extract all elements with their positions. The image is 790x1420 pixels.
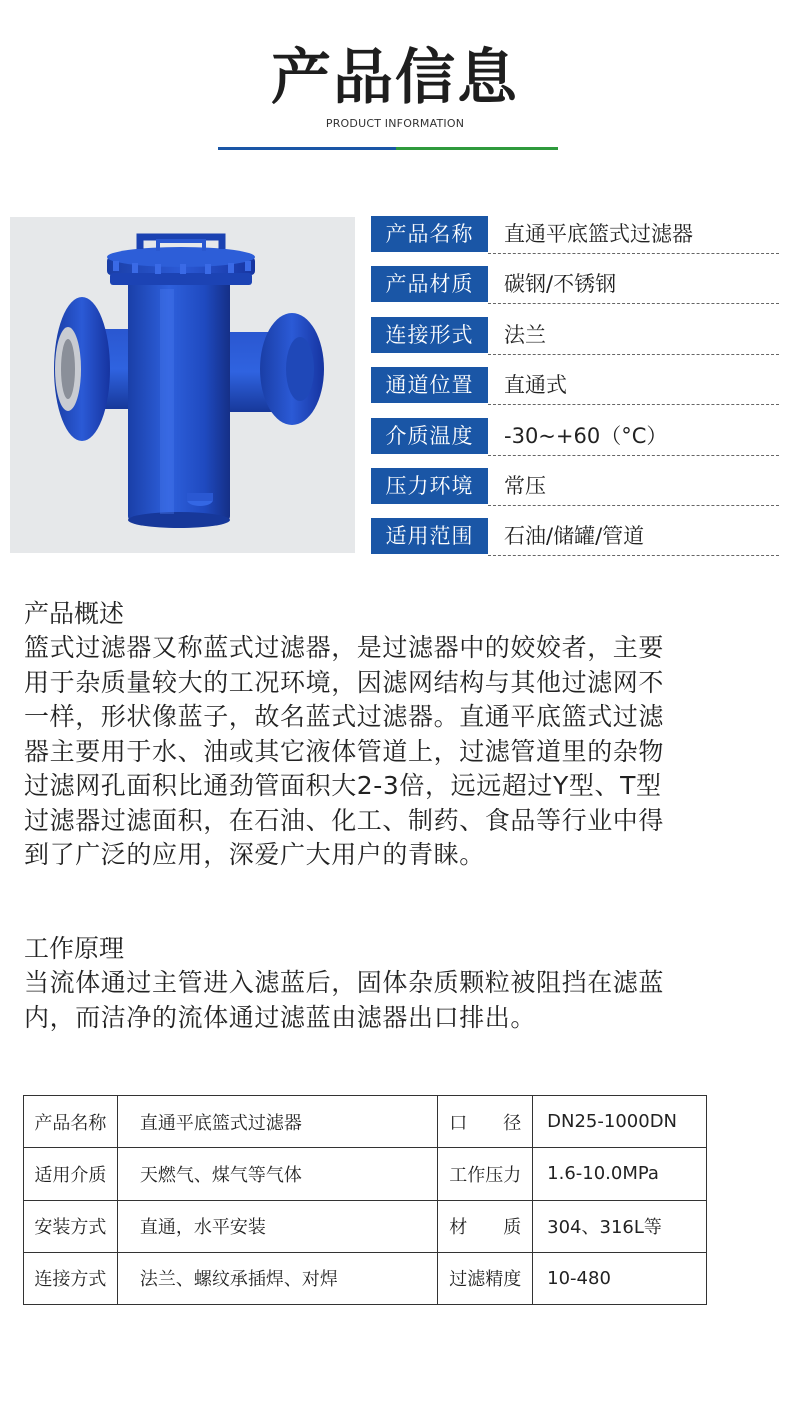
- spec-row-channel: [371, 367, 779, 405]
- spec-key: 连接形式: [371, 317, 488, 353]
- spec-divider: [488, 404, 779, 405]
- page-subtitle: PRODUCT INFORMATION: [325, 117, 465, 130]
- spec-row-pressure: [371, 468, 779, 506]
- table-cell-key: 产品名称: [24, 1096, 118, 1148]
- principle-section: [24, 932, 764, 1035]
- spec-key: 产品名称: [371, 216, 488, 252]
- parameter-table: [23, 1095, 707, 1305]
- spec-value: 石油/储罐/管道: [504, 524, 645, 548]
- spec-value: 直通平底篮式过滤器: [504, 222, 693, 246]
- table-cell-value: 直通，水平安装: [117, 1200, 437, 1252]
- product-photo: [10, 217, 355, 553]
- page-title: 产品信息: [271, 43, 519, 113]
- spec-key: 通道位置: [371, 367, 488, 403]
- spec-divider: [488, 555, 779, 556]
- spec-value: 直通式: [504, 373, 567, 397]
- table-cell-key: 材 质: [438, 1200, 533, 1252]
- table-cell-key: 连接方式: [24, 1252, 118, 1304]
- spec-value: -30~+60（°C）: [504, 424, 668, 448]
- overview-line: 到了广泛的应用，深爱广大用户的青睐。: [24, 840, 485, 869]
- overview-line: 篮式过滤器又称蓝式过滤器，是过滤器中的姣姣者，主要: [24, 633, 665, 662]
- spec-row-name: [371, 216, 779, 254]
- table-cell-key: 安装方式: [24, 1200, 118, 1252]
- spec-divider: [488, 354, 779, 355]
- table-row: [24, 1200, 707, 1252]
- spec-key: 介质温度: [371, 418, 488, 454]
- overview-line: 一样，形状像蓝子，故名蓝式过滤器。直通平底篮式过滤: [24, 702, 665, 731]
- spec-value: 常压: [504, 474, 546, 498]
- table-cell-value: 304、316L等: [533, 1200, 707, 1252]
- table-cell-value: 10-480: [533, 1252, 707, 1304]
- overview-line: 器主要用于水、油或其它液体管道上，过滤管道里的杂物: [24, 736, 665, 766]
- table-cell-key: 口 径: [438, 1096, 533, 1148]
- spec-row-scope: [371, 518, 779, 556]
- spec-divider: [488, 505, 779, 506]
- overview-line: 过滤器过滤面积，在石油、化工、制药、食品等行业中得: [24, 805, 665, 835]
- table-cell-key: 工作压力: [438, 1148, 533, 1200]
- spec-key: 压力环境: [371, 468, 488, 504]
- spec-row-connection: [371, 317, 779, 355]
- principle-heading: 工作原理: [24, 934, 125, 963]
- table-cell-value: DN25-1000DN: [533, 1096, 707, 1148]
- spec-value: 法兰: [504, 323, 546, 347]
- title-underline-blue: [218, 147, 396, 150]
- table-row: [24, 1252, 707, 1304]
- spec-divider: [488, 253, 779, 254]
- table-row: [24, 1096, 707, 1148]
- overview-line: 用于杂质量较大的工况环境，因滤网结构与其他过滤网不: [24, 667, 665, 697]
- table-cell-value: 1.6-10.0MPa: [533, 1148, 707, 1200]
- spec-divider: [488, 455, 779, 456]
- spec-row-material: [371, 266, 779, 304]
- principle-line: 当流体通过主管进入滤蓝后，固体杂质颗粒被阻挡在滤蓝: [24, 968, 665, 997]
- spec-divider: [488, 303, 779, 304]
- overview-line: 过滤网孔面积比通劲管面积大2-3倍，远远超过Y型、T型: [24, 771, 662, 800]
- spec-key: 适用范围: [371, 518, 488, 554]
- blue-basket-strainer-icon: [10, 217, 355, 553]
- table-cell-value: 法兰、螺纹承插焊、对焊: [117, 1252, 437, 1304]
- spec-row-temperature: [371, 418, 779, 456]
- table-cell-value: 天燃气、煤气等气体: [117, 1148, 437, 1200]
- table-cell-value: 直通平底篮式过滤器: [117, 1096, 437, 1148]
- table-cell-key: 适用介质: [24, 1148, 118, 1200]
- spec-key: 产品材质: [371, 266, 488, 302]
- overview-section: [24, 597, 764, 873]
- title-underline-green: [396, 147, 558, 150]
- table-cell-key: 过滤精度: [438, 1252, 533, 1304]
- table-row: [24, 1148, 707, 1200]
- spec-value: 碳钢/不锈钢: [504, 272, 617, 296]
- principle-line: 内，而洁净的流体通过滤蓝由滤器出口排出。: [24, 1002, 537, 1032]
- overview-heading: 产品概述: [24, 599, 125, 628]
